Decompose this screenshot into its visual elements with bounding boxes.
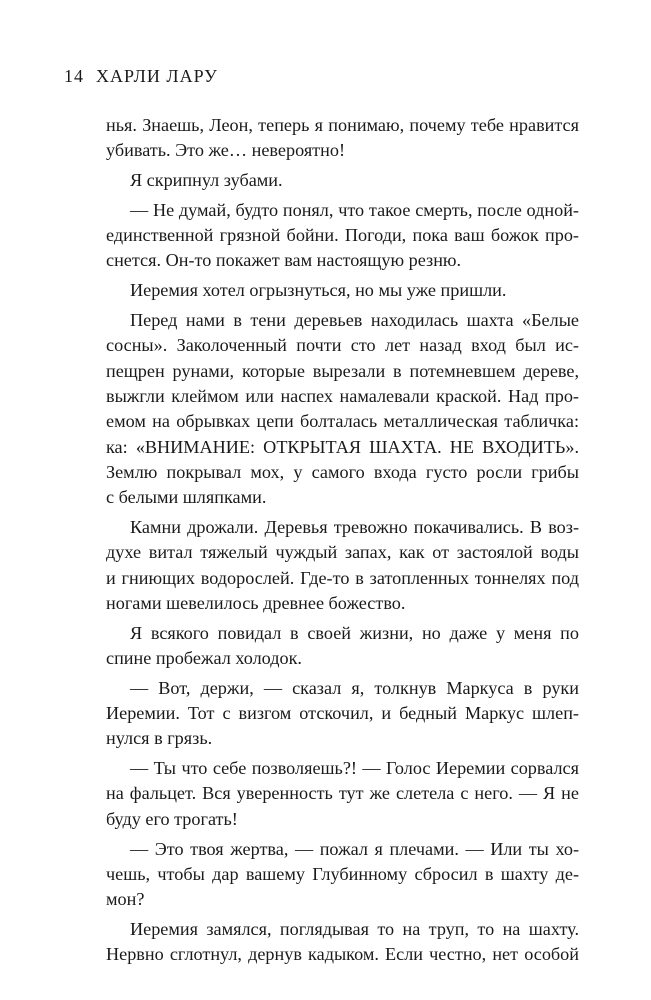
text-line: нья. Знаешь, Леон, теперь я понимаю, почему тебе нравится — [106, 115, 579, 135]
text-line: емом на обрывках цепи болталась металлическая табличка: — [106, 411, 579, 432]
text-line: — Не думай, будто понял, что такое смерть, после одной- — [130, 199, 579, 220]
text-line: убивать. Это же… невероятно! — [106, 140, 346, 161]
text-line: пещрен рунами, которые вырезали в потемневшем дереве, — [106, 360, 579, 381]
text-line: Иеремия хотел огрызнуться, но мы уже пришли. — [130, 280, 507, 301]
text-line: Землю покрывал мох, у самого входа густо росли грибы — [106, 461, 579, 482]
text-line: с белыми шляпками. — [106, 487, 267, 508]
text-line: спине пробежал холодок. — [106, 647, 302, 668]
text-line: Иеремии. Тот с визгом отскочил, и бедный Маркус шлеп- — [106, 703, 579, 724]
text-line: — Это твоя жертва, — пожал я плечами. — Или ты хо- — [130, 838, 579, 859]
text-line: снется. Он-то покажет вам настоящую резню. — [106, 250, 462, 271]
text-line: сосны». Заколоченный почти сто лет назад вход был ис- — [106, 335, 579, 356]
text-line: — Ты что себе позволяешь?! — Голос Иеремии сорвался — [130, 758, 579, 779]
text-line: нулся в грязь. — [106, 728, 213, 749]
text-line: буду его трогать! — [106, 808, 238, 829]
page-number: 14 — [64, 66, 84, 86]
text-line: духе витал тяжелый чуждый запах, как от застоялой воды — [106, 542, 579, 563]
text-line: Иеремия замялся, поглядывая то на труп, то на шахту. — [130, 918, 579, 939]
text-line: Перед нами в тени деревьев находилась шахта «Белые — [130, 310, 579, 331]
running-head — [64, 66, 218, 87]
text-line: единственной грязной бойни. Погоди, пока ваш божок про- — [106, 225, 579, 246]
text-line: ногами шевелилось древнее божество. — [106, 592, 406, 613]
text-line: и гниющих водорослей. Где-то в затопленных тоннелях под — [106, 567, 579, 588]
text-line: Я всякого повидал в своей жизни, но даже у меня по — [130, 622, 579, 643]
author-name: ХАРЛИ ЛАРУ — [96, 66, 218, 86]
text-line: — Вот, держи, — сказал я, толкнув Маркуса в руки — [130, 677, 579, 698]
text-line: выжгли клеймом или наспех намалевали краской. Над про- — [106, 385, 579, 406]
text-line: Камни дрожали. Деревья тревожно покачивались. В воз- — [130, 516, 579, 537]
text-line: Я скрипнул зубами. — [130, 170, 283, 191]
text-line: ка: «ВНИМАНИЕ: ОТКРЫТАЯ ШАХТА. НЕ ВХОДИТЬ». — [106, 436, 579, 457]
text-line: чешь, чтобы дар вашему Глубинному сбросил в шахту де- — [106, 863, 579, 884]
text-line: на фальцет. Вся уверенность тут же слетела с него. — Я не — [106, 783, 579, 804]
text-line: мон? — [106, 889, 145, 910]
text-line: Нервно сглотнул, дернув кадыком. Если честно, нет особой — [106, 944, 579, 965]
body-text — [106, 113, 579, 968]
